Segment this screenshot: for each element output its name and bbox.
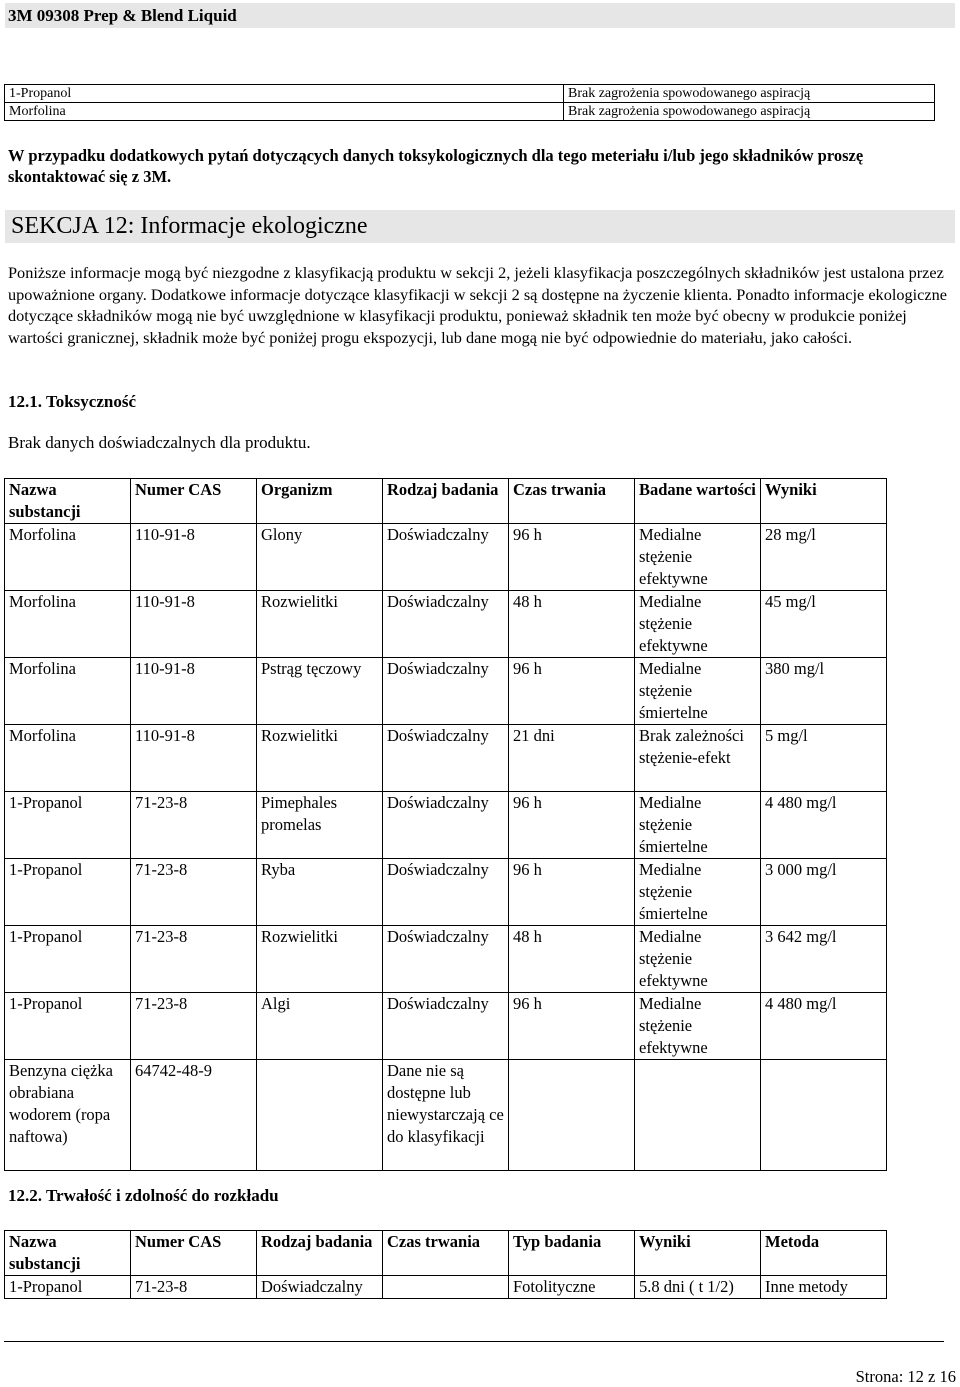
- duration-cell: [509, 1060, 635, 1171]
- organism-cell: Pstrąg tęczowy: [257, 658, 383, 725]
- subsection-toxicity-title: 12.1. Toksyczność: [8, 392, 136, 411]
- organism-cell: Algi: [257, 993, 383, 1060]
- duration-cell: 96 h: [509, 993, 635, 1060]
- footer-divider: [4, 1341, 944, 1342]
- cas-cell: 110-91-8: [131, 591, 257, 658]
- endpoint-cell: Brak zależności stężenie-efekt: [635, 725, 761, 792]
- organism-cell: Rozwielitki: [257, 591, 383, 658]
- header-substance: Nazwa substancji: [5, 1231, 131, 1276]
- organism-cell: [257, 1060, 383, 1171]
- table-row: [5, 859, 887, 926]
- substance-cell: Morfolina: [5, 725, 131, 792]
- hazard-cell: Brak zagrożenia spowodowanego aspiracją: [564, 103, 935, 121]
- endpoint-cell: Medialne stężenie efektywne: [635, 524, 761, 591]
- cas-cell: 71-23-8: [131, 993, 257, 1060]
- cas-cell: 64742-48-9: [131, 1060, 257, 1171]
- test-type-cell: Doświadczalny: [383, 725, 509, 792]
- result-cell: [761, 1060, 887, 1171]
- result-cell: 4 480 mg/l: [761, 792, 887, 859]
- header-organism: Organizm: [257, 479, 383, 524]
- table-row: [5, 792, 887, 859]
- cas-cell: 71-23-8: [131, 926, 257, 993]
- endpoint-cell: Medialne stężenie śmiertelne: [635, 859, 761, 926]
- organism-cell: Glony: [257, 524, 383, 591]
- substance-cell: Benzyna ciężka obrabiana wodorem (ropa naftowa): [5, 1060, 131, 1171]
- substance-cell: Morfolina: [5, 103, 564, 121]
- substance-cell: 1-Propanol: [5, 792, 131, 859]
- test-type-cell: Doświadczalny: [383, 859, 509, 926]
- substance-cell: 1-Propanol: [5, 85, 564, 103]
- test-type-cell: Doświadczalny: [383, 524, 509, 591]
- section-12-header: SEKCJA 12: Informacje ekologiczne: [5, 210, 955, 243]
- endpoint-cell: Medialne stężenie efektywne: [635, 591, 761, 658]
- test-type-cell: Doświadczalny: [383, 993, 509, 1060]
- cas-cell: 110-91-8: [131, 658, 257, 725]
- duration-cell: [383, 1276, 509, 1299]
- organism-cell: Ryba: [257, 859, 383, 926]
- test-type-cell: Doświadczalny: [383, 658, 509, 725]
- header-substance: Nazwa substancji: [5, 479, 131, 524]
- degradability-table: [4, 1230, 887, 1299]
- table-row: [5, 658, 887, 725]
- organism-cell: Rozwielitki: [257, 926, 383, 993]
- result-cell: 45 mg/l: [761, 591, 887, 658]
- duration-cell: 96 h: [509, 524, 635, 591]
- subsection-degradability-title: 12.2. Trwałość i zdolność do rozkładu: [8, 1186, 279, 1205]
- table-row: [5, 591, 887, 658]
- substance-cell: 1-Propanol: [5, 993, 131, 1060]
- cas-cell: 71-23-8: [131, 1276, 257, 1299]
- endpoint-cell: Medialne stężenie śmiertelne: [635, 792, 761, 859]
- result-cell: 28 mg/l: [761, 524, 887, 591]
- table-row: [5, 725, 887, 792]
- endpoint-cell: [635, 1060, 761, 1171]
- page-number: Strona: 12 z 16: [855, 1367, 956, 1386]
- endpoint-cell: Medialne stężenie efektywne: [635, 993, 761, 1060]
- header-duration: Czas trwania: [509, 479, 635, 524]
- document-title: 3M 09308 Prep & Blend Liquid: [5, 3, 955, 28]
- substance-cell: 1-Propanol: [5, 859, 131, 926]
- table-row: [5, 524, 887, 591]
- header-cas: Numer CAS: [131, 1231, 257, 1276]
- cas-cell: 71-23-8: [131, 859, 257, 926]
- table-row: [5, 103, 935, 121]
- no-data-text: Brak danych doświadczalnych dla produktu.: [8, 433, 311, 452]
- aspiration-hazard-table: [4, 84, 935, 121]
- duration-cell: 48 h: [509, 926, 635, 993]
- duration-cell: 96 h: [509, 658, 635, 725]
- substance-cell: 1-Propanol: [5, 1276, 131, 1299]
- substance-cell: Morfolina: [5, 591, 131, 658]
- duration-cell: 21 dni: [509, 725, 635, 792]
- header-study-type: Typ badania: [509, 1231, 635, 1276]
- test-type-cell: Dane nie są dostępne lub niewystarczają ce do klasyfikacji: [383, 1060, 509, 1171]
- contact-note: W przypadku dodatkowych pytań dotyczących danych toksykologicznych dla tego meteriału i/lub jego składników proszę skontaktować się z 3M.: [8, 146, 864, 186]
- table-row: [5, 993, 887, 1060]
- header-test-type: Rodzaj badania: [383, 479, 509, 524]
- test-type-cell: Doświadczalny: [257, 1276, 383, 1299]
- test-type-cell: Doświadczalny: [383, 926, 509, 993]
- header-results: Wyniki: [635, 1231, 761, 1276]
- organism-cell: Pimephales promelas: [257, 792, 383, 859]
- header-results: Wyniki: [761, 479, 887, 524]
- table-row: [5, 926, 887, 993]
- substance-cell: Morfolina: [5, 524, 131, 591]
- test-type-cell: Doświadczalny: [383, 591, 509, 658]
- result-cell: 4 480 mg/l: [761, 993, 887, 1060]
- result-cell: 380 mg/l: [761, 658, 887, 725]
- result-cell: 5 mg/l: [761, 725, 887, 792]
- study-type-cell: Fotolityczne: [509, 1276, 635, 1299]
- method-cell: Inne metody: [761, 1276, 887, 1299]
- table-row: [5, 1060, 887, 1171]
- organism-cell: Rozwielitki: [257, 725, 383, 792]
- endpoint-cell: Medialne stężenie śmiertelne: [635, 658, 761, 725]
- cas-cell: 110-91-8: [131, 725, 257, 792]
- toxicity-table: [4, 478, 887, 1171]
- substance-cell: 1-Propanol: [5, 926, 131, 993]
- header-cas: Numer CAS: [131, 479, 257, 524]
- table-row: [5, 85, 935, 103]
- cas-cell: 71-23-8: [131, 792, 257, 859]
- header-test-type: Rodzaj badania: [257, 1231, 383, 1276]
- duration-cell: 96 h: [509, 792, 635, 859]
- result-cell: 3 642 mg/l: [761, 926, 887, 993]
- intro-paragraph: Poniższe informacje mogą być niezgodne z klasyfikacją produktu w sekcji 2, jeżeli klasyfikacja poszczególnych składników jest ustalona przez upoważnione organy. Dodatkowe informacje dotyczące klasyfikacji w sekcji 2 są dostępne na życzenie klienta. Ponadto informacje ekologiczne dotyczące składników mogą nie być uwzględnione w klasyfikacji produktu, ponieważ składnik ten może być obecny w produkcie poniżej wartości granicznej, składnik może być poniżej progu ekspozycji, lub dane mogą nie być odpowiednie do materiału, jako całości.: [8, 263, 947, 347]
- table-header-row: [5, 1231, 887, 1276]
- test-type-cell: Doświadczalny: [383, 792, 509, 859]
- table-row: [5, 1276, 887, 1299]
- hazard-cell: Brak zagrożenia spowodowanego aspiracją: [564, 85, 935, 103]
- result-cell: 3 000 mg/l: [761, 859, 887, 926]
- header-duration: Czas trwania: [383, 1231, 509, 1276]
- duration-cell: 96 h: [509, 859, 635, 926]
- header-method: Metoda: [761, 1231, 887, 1276]
- table-header-row: [5, 479, 887, 524]
- endpoint-cell: Medialne stężenie efektywne: [635, 926, 761, 993]
- result-cell: 5.8 dni ( t 1/2): [635, 1276, 761, 1299]
- header-endpoint: Badane wartości: [635, 479, 761, 524]
- substance-cell: Morfolina: [5, 658, 131, 725]
- duration-cell: 48 h: [509, 591, 635, 658]
- cas-cell: 110-91-8: [131, 524, 257, 591]
